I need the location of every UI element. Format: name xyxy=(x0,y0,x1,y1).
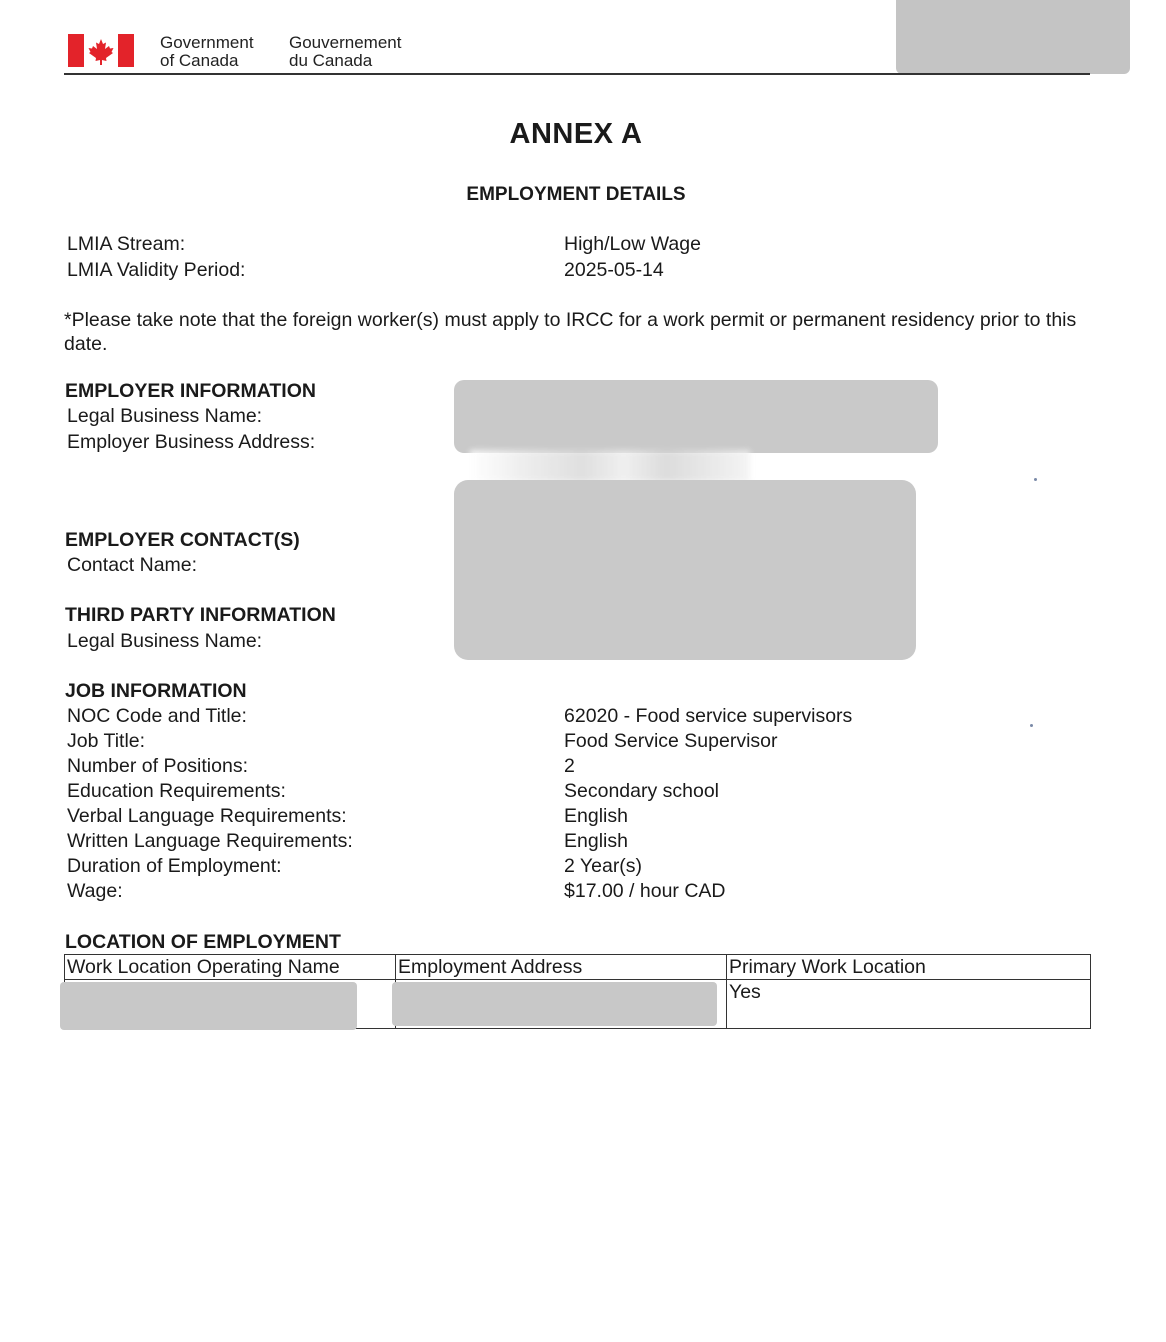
gov-fr-line1: Gouvernement xyxy=(289,33,402,52)
canada-flag-icon xyxy=(68,34,134,67)
speck xyxy=(1030,724,1033,727)
job-value: $17.00 / hour CAD xyxy=(564,880,726,902)
job-values-list xyxy=(564,704,852,904)
job-value: English xyxy=(564,805,628,827)
redaction-block xyxy=(60,982,357,1030)
job-info-list xyxy=(67,704,353,904)
employer-info-heading: EMPLOYER INFORMATION xyxy=(65,380,316,402)
column-header: Work Location Operating Name xyxy=(65,955,396,980)
redaction-block xyxy=(392,982,717,1026)
primary-location-cell: Yes xyxy=(727,980,1091,1029)
gov-fr-line2: du Canada xyxy=(289,51,373,70)
government-of-canada-en xyxy=(160,34,254,70)
redaction-block xyxy=(454,480,916,660)
gov-en-line1: Government xyxy=(160,33,254,52)
job-label: NOC Code and Title: xyxy=(67,705,247,727)
job-label: Written Language Requirements: xyxy=(67,830,353,852)
header-divider xyxy=(64,73,1090,75)
lmia-stream-value: High/Low Wage xyxy=(564,233,701,255)
employer-address-label: Employer Business Address: xyxy=(67,431,316,453)
job-label: Verbal Language Requirements: xyxy=(67,805,347,827)
validity-note: *Please take note that the foreign worker(s) must apply to IRCC for a work permit or permanent residency prior to this date. xyxy=(64,309,1077,355)
third-party-legal-name-label: Legal Business Name: xyxy=(67,630,263,652)
speck xyxy=(1034,478,1037,481)
job-value: Secondary school xyxy=(564,780,720,802)
page-title: ANNEX A xyxy=(509,118,643,150)
job-label: Number of Positions: xyxy=(67,755,248,777)
lmia-validity-value: 2025-05-14 xyxy=(564,259,664,281)
lmia-validity-label: LMIA Validity Period: xyxy=(67,259,246,281)
location-heading: LOCATION OF EMPLOYMENT xyxy=(65,931,341,953)
job-info-heading: JOB INFORMATION xyxy=(65,680,247,702)
page-subtitle: EMPLOYMENT DETAILS xyxy=(466,184,686,205)
employer-contacts-heading: EMPLOYER CONTACT(S) xyxy=(65,529,300,551)
job-label: Job Title: xyxy=(67,730,146,752)
blurred-text xyxy=(470,450,750,482)
job-label: Duration of Employment: xyxy=(67,855,282,877)
job-label: Wage: xyxy=(67,880,123,902)
employer-legal-name-label: Legal Business Name: xyxy=(67,405,263,427)
job-value: 62020 - Food service supervisors xyxy=(564,705,853,727)
contact-name-label: Contact Name: xyxy=(67,554,198,576)
government-of-canada-fr xyxy=(289,34,401,70)
column-header: Primary Work Location xyxy=(727,955,1091,980)
lmia-stream-label: LMIA Stream: xyxy=(67,233,186,255)
job-value: English xyxy=(564,830,628,852)
job-value: 2 Year(s) xyxy=(564,855,643,877)
redaction-block xyxy=(454,380,938,453)
job-value: Food Service Supervisor xyxy=(564,730,778,752)
job-label: Education Requirements: xyxy=(67,780,286,802)
job-value: 2 xyxy=(564,755,575,777)
redaction-block xyxy=(896,0,1130,74)
table-header-row xyxy=(65,955,1091,980)
gov-en-line2: of Canada xyxy=(160,51,239,70)
third-party-heading: THIRD PARTY INFORMATION xyxy=(65,604,336,626)
column-header: Employment Address xyxy=(396,955,727,980)
